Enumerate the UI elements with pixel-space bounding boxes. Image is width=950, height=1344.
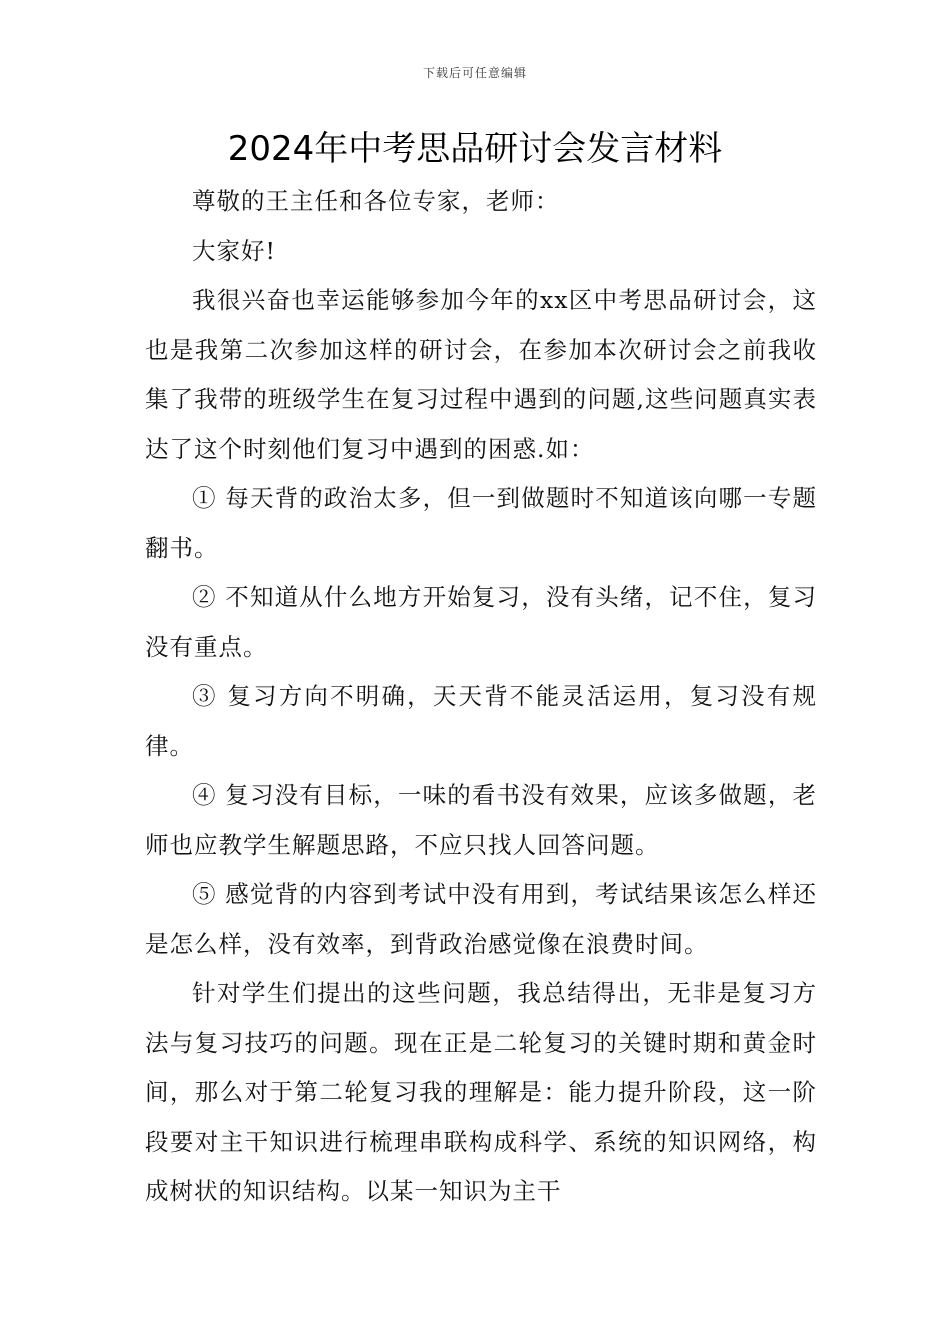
list-item-3: ③ 复习方向不明确，天天背不能灵活运用，复习没有规律。 bbox=[145, 682, 817, 760]
document-title: 2024年中考思品研讨会发言材料 bbox=[227, 129, 723, 169]
summary-paragraph: 针对学生们提出的这些问题，我总结得出，无非是复习方法与复习技巧的问题。现在正是二轮复习的关键时期和黄金时间，那么对于第二轮复习我的理解是：能力提升阶段，这一阶段要对主干知识进行梳理串联构成科学、系统的知识网络，构成树状的知识结构。以某一知识为主干 bbox=[145, 979, 817, 1205]
document-body bbox=[145, 177, 817, 1217]
greeting-paragraph: 大家好! bbox=[192, 236, 276, 265]
salutation-paragraph: 尊敬的王主任和各位专家，老师： bbox=[192, 187, 560, 215]
list-item-5: ⑤ 感觉背的内容到考试中没有用到，考试结果该怎么样还是怎么样，没有效率，到背政治感觉像在浪费时间。 bbox=[145, 880, 817, 958]
intro-paragraph: 我很兴奋也幸运能够参加今年的xx区中考思品研讨会，这也是我第二次参加这样的研讨会，在参加本次研讨会之前我收集了我带的班级学生在复习过程中遇到的问题,这些问题真实表达了这个时刻他们复习中遇到的困惑.如： bbox=[145, 286, 817, 463]
list-item-1: ① 每天背的政治太多，但一到做题时不知道该向哪一专题翻书。 bbox=[145, 484, 817, 562]
header-note: 下载后可任意编辑 bbox=[422, 66, 527, 80]
list-item-2: ② 不知道从什么地方开始复习，没有头绪，记不住，复习没有重点。 bbox=[145, 583, 817, 661]
list-item-4: ④ 复习没有目标，一味的看书没有效果，应该多做题，老师也应教学生解题思路，不应只找人回答问题。 bbox=[145, 781, 817, 859]
